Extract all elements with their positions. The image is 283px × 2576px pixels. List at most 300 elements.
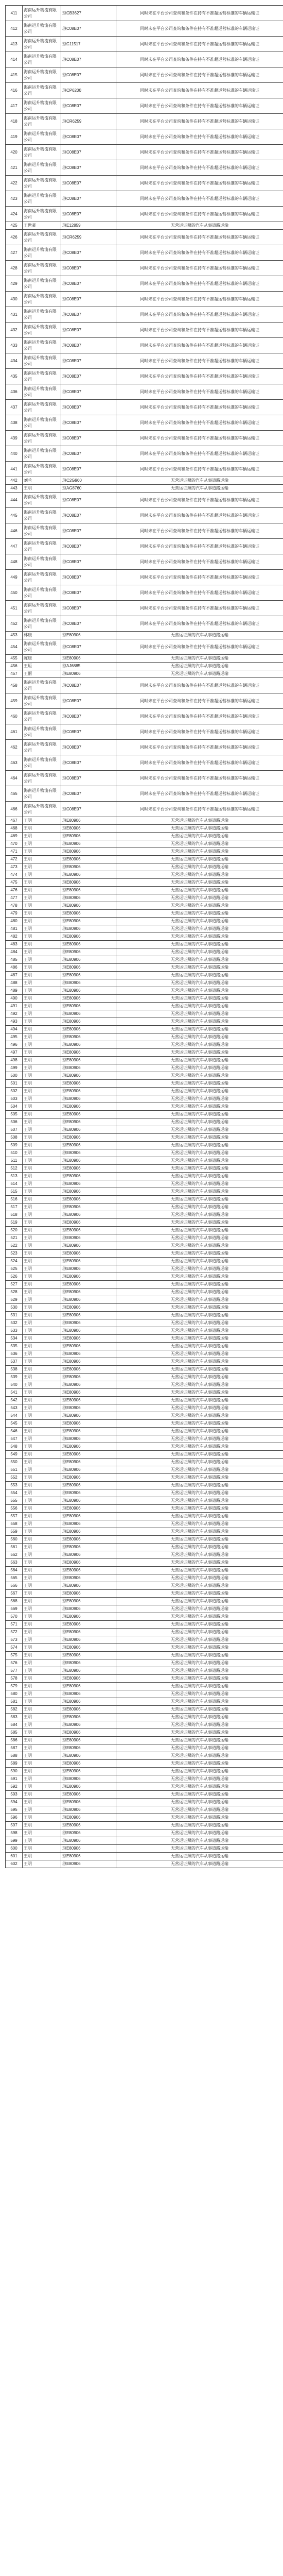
vehicle-plate: 琼E80906	[61, 1799, 116, 1806]
party-name: 王明	[23, 1165, 61, 1173]
table-row	[6, 415, 283, 431]
party-name: 海南运升物流有限公司	[23, 353, 61, 369]
table-row	[6, 1605, 283, 1613]
vehicle-plate: 琼E80906	[61, 894, 116, 902]
table-row	[6, 493, 283, 508]
vehicle-plate: 琼E80906	[61, 1103, 116, 1111]
party-name: 海南运升物流有限公司	[23, 724, 61, 740]
violation-reason: 无营运证照的汽车从事道路运输	[116, 1374, 283, 1381]
table-row	[6, 1142, 283, 1149]
row-number: 528	[6, 1289, 23, 1296]
vehicle-plate: 琼E12859	[61, 222, 116, 230]
vehicle-plate: 琼E80906	[61, 1598, 116, 1605]
violation-reason: 无营运证照的汽车从事道路运输	[116, 1219, 283, 1227]
vehicle-plate: 琼C08E07	[61, 323, 116, 338]
violation-reason: 同时未在平台公司查询和条件在持有不准超运营标准的车辆运输证	[116, 570, 283, 585]
row-number: 568	[6, 1598, 23, 1605]
party-name: 王明	[23, 1289, 61, 1296]
table-row	[6, 771, 283, 786]
vehicle-plate: 琼E80906	[61, 1366, 116, 1374]
table-row	[6, 1482, 283, 1489]
vehicle-plate: 琼E80906	[61, 1744, 116, 1752]
party-name: 海南运升物流有限公司	[23, 585, 61, 601]
row-number: 471	[6, 848, 23, 856]
row-number: 590	[6, 1768, 23, 1775]
party-name: 王明	[23, 1721, 61, 1729]
violation-reason: 无营运证照的汽车从事道路运输	[116, 1319, 283, 1327]
table-row	[6, 1234, 283, 1242]
violation-reason: 无营运证照的汽车从事道路运输	[116, 1752, 283, 1760]
table-row	[6, 1111, 283, 1118]
party-name: 王明	[23, 879, 61, 887]
violation-reason: 无营运证照的汽车从事道路运输	[116, 1196, 283, 1204]
table-row	[6, 1814, 283, 1822]
violation-reason: 无营运证照的汽车从事道路运输	[116, 1126, 283, 1134]
table-row	[6, 655, 283, 663]
violation-reason: 无营运证照的汽车从事道路运输	[116, 948, 283, 956]
violation-reason: 无营运证照的汽车从事道路运输	[116, 833, 283, 840]
violation-reason: 无营运证照的汽车从事道路运输	[116, 1845, 283, 1853]
row-number: 577	[6, 1667, 23, 1675]
violation-reason: 同时未在平台公司查询和条件在持有不准超运营标准的车辆运输证	[116, 21, 283, 37]
party-name: 王明	[23, 1806, 61, 1814]
violation-reason: 无营运证照的汽车从事道路运输	[116, 1242, 283, 1250]
violation-reason: 无营运证照的汽车从事道路运输	[116, 1482, 283, 1489]
row-number: 417	[6, 98, 23, 114]
vehicle-plate: 琼E80906	[61, 1049, 116, 1057]
party-name: 王明	[23, 1420, 61, 1428]
row-number: 554	[6, 1489, 23, 1497]
violation-reason: 无营运证照的汽车从事道路运输	[116, 1304, 283, 1312]
party-name: 王明	[23, 1126, 61, 1134]
table-row	[6, 1822, 283, 1829]
vehicle-plate: 琼C08E07	[61, 353, 116, 369]
penalty-table	[5, 5, 283, 1868]
violation-reason: 无营运证照的汽车从事道路运输	[116, 1412, 283, 1420]
party-name: 王明	[23, 1389, 61, 1397]
violation-reason: 同时未在平台公司查询和条件在持有不准超运营标准的车辆运输证	[116, 338, 283, 353]
vehicle-plate: 琼E80906	[61, 1142, 116, 1149]
vehicle-plate: 琼E80906	[61, 1057, 116, 1064]
vehicle-plate: 琼E80906	[61, 1829, 116, 1837]
party-name: 王明	[23, 1374, 61, 1381]
violation-reason: 无营运证照的汽车从事道路运输	[116, 1806, 283, 1814]
vehicle-plate: 琼E80906	[61, 1559, 116, 1567]
vehicle-plate: 琼E80906	[61, 856, 116, 863]
violation-reason: 无营运证照的汽车从事道路运输	[116, 1204, 283, 1211]
row-number: 601	[6, 1853, 23, 1860]
vehicle-plate: 琼E80906	[61, 1335, 116, 1343]
party-name: 海南运升物流有限公司	[23, 261, 61, 276]
vehicle-plate: 琼E80906	[61, 910, 116, 918]
table-row	[6, 1173, 283, 1180]
party-name: 王明	[23, 856, 61, 863]
vehicle-plate: 琼C08E07	[61, 261, 116, 276]
party-name: 王明	[23, 918, 61, 925]
row-number: 498	[6, 1057, 23, 1064]
party-name: 王明	[23, 1250, 61, 1258]
table-row	[6, 972, 283, 979]
violation-reason: 无营运证照的汽车从事道路运输	[116, 1860, 283, 1868]
table-row	[6, 1837, 283, 1845]
vehicle-plate: 琼E80906	[61, 1474, 116, 1482]
row-number: 468	[6, 825, 23, 833]
row-number: 532	[6, 1319, 23, 1327]
row-number: 486	[6, 964, 23, 972]
vehicle-plate: 琼E80906	[61, 1768, 116, 1775]
table-row	[6, 755, 283, 771]
party-name: 海南运升物流有限公司	[23, 616, 61, 632]
party-name: 王明	[23, 1281, 61, 1289]
party-name: 陈康	[23, 655, 61, 663]
row-number: 556	[6, 1505, 23, 1513]
row-number: 442	[6, 477, 23, 485]
vehicle-plate: 琼C08E07	[61, 67, 116, 83]
violation-reason: 同时未在平台公司查询和条件在持有不准超运营标准的车辆运输证	[116, 207, 283, 222]
table-row	[6, 1026, 283, 1033]
table-row	[6, 570, 283, 585]
vehicle-plate: 琼AJ6885	[61, 663, 116, 670]
party-name: 海南运升物流有限公司	[23, 493, 61, 508]
party-name: 王明	[23, 1134, 61, 1142]
table-row	[6, 1860, 283, 1868]
row-number: 487	[6, 972, 23, 979]
table-row	[6, 1366, 283, 1374]
row-number: 449	[6, 570, 23, 585]
vehicle-plate: 琼E80906	[61, 1714, 116, 1721]
violation-reason: 同时未在平台公司查询和条件在持有不准超运营标准的车辆运输证	[116, 160, 283, 176]
vehicle-plate: 琼E80906	[61, 1721, 116, 1729]
row-number: 411	[6, 6, 23, 21]
table-row	[6, 1358, 283, 1366]
party-name: 王明	[23, 933, 61, 941]
table-row	[6, 477, 283, 485]
vehicle-plate: 琼E80906	[61, 1513, 116, 1520]
table-row	[6, 462, 283, 477]
violation-reason: 同时未在平台公司查询和条件在持有不准超运营标准的车辆运输证	[116, 585, 283, 601]
vehicle-plate: 琼E80906	[61, 1211, 116, 1219]
row-number: 520	[6, 1227, 23, 1234]
party-name: 王明	[23, 1768, 61, 1775]
party-name: 王明	[23, 1343, 61, 1350]
row-number: 591	[6, 1775, 23, 1783]
party-name: 王世豪	[23, 222, 61, 230]
row-number: 493	[6, 1018, 23, 1026]
violation-reason: 同时未在平台公司查询和条件在持有不准超运营标准的车辆运输证	[116, 678, 283, 693]
party-name: 王明	[23, 1837, 61, 1845]
row-number: 559	[6, 1528, 23, 1536]
party-name: 王明	[23, 1559, 61, 1567]
violation-reason: 无营运证照的汽车从事道路运输	[116, 1520, 283, 1528]
table-row	[6, 1335, 283, 1343]
table-row	[6, 98, 283, 114]
violation-reason: 无营运证照的汽车从事道路运输	[116, 848, 283, 856]
row-number: 418	[6, 114, 23, 129]
violation-reason: 无营运证照的汽车从事道路运输	[116, 1714, 283, 1721]
party-name: 王明	[23, 1173, 61, 1180]
table-row	[6, 840, 283, 848]
violation-reason: 无营运证照的汽车从事道路运输	[116, 1026, 283, 1033]
table-row	[6, 176, 283, 191]
vehicle-plate: 琼E80906	[61, 1652, 116, 1659]
table-row	[6, 1412, 283, 1420]
table-row	[6, 948, 283, 956]
party-name: 海南运升物流有限公司	[23, 160, 61, 176]
row-number: 557	[6, 1513, 23, 1520]
party-name: 海南运升物流有限公司	[23, 207, 61, 222]
table-row	[6, 1126, 283, 1134]
table-row	[6, 1064, 283, 1072]
row-number: 549	[6, 1451, 23, 1459]
row-number: 517	[6, 1204, 23, 1211]
violation-reason: 无营运证照的汽车从事道路运输	[116, 1397, 283, 1404]
party-name: 海南运升物流有限公司	[23, 415, 61, 431]
vehicle-plate: 琼E80906	[61, 1258, 116, 1265]
document-page	[5, 5, 278, 1868]
violation-reason: 无营运证照的汽车从事道路运输	[116, 485, 283, 493]
vehicle-plate: 琼E80906	[61, 887, 116, 894]
violation-reason: 无营运证照的汽车从事道路运输	[116, 887, 283, 894]
row-number: 424	[6, 207, 23, 222]
vehicle-plate: 琼C08E07	[61, 369, 116, 384]
violation-reason: 无营运证照的汽车从事道路运输	[116, 840, 283, 848]
party-name: 王烜	[23, 663, 61, 670]
vehicle-plate: 琼E80906	[61, 1296, 116, 1304]
table-row	[6, 523, 283, 539]
vehicle-plate: 琼E80906	[61, 1822, 116, 1829]
table-row	[6, 230, 283, 245]
party-name: 王明	[23, 485, 61, 493]
party-name: 王明	[23, 1644, 61, 1652]
violation-reason: 同时未在平台公司查询和条件在持有不准超运营标准的车辆运输证	[116, 353, 283, 369]
table-row	[6, 1536, 283, 1544]
table-row	[6, 539, 283, 554]
violation-reason: 无营运证照的汽车从事道路运输	[116, 1041, 283, 1049]
party-name: 王明	[23, 1381, 61, 1389]
row-number: 570	[6, 1613, 23, 1621]
row-number: 567	[6, 1590, 23, 1598]
violation-reason: 无营运证照的汽车从事道路运输	[116, 1853, 283, 1860]
violation-reason: 同时未在平台公司查询和条件在持有不准超运营标准的车辆运输证	[116, 276, 283, 292]
table-row	[6, 1582, 283, 1590]
violation-reason: 同时未在平台公司查询和条件在持有不准超运营标准的车辆运输证	[116, 145, 283, 160]
vehicle-plate: 琼C08E07	[61, 384, 116, 400]
row-number: 505	[6, 1111, 23, 1118]
table-row	[6, 323, 283, 338]
party-name: 王明	[23, 1752, 61, 1760]
vehicle-plate: 琼E80906	[61, 1327, 116, 1335]
violation-reason: 无营运证照的汽车从事道路运输	[116, 925, 283, 933]
vehicle-plate: 琼E80906	[61, 1582, 116, 1590]
row-number: 467	[6, 817, 23, 825]
violation-reason: 无营运证照的汽车从事道路运输	[116, 1003, 283, 1010]
party-name: 王明	[23, 825, 61, 833]
party-name: 王明	[23, 1675, 61, 1683]
vehicle-plate: 琼E80906	[61, 1041, 116, 1049]
table-row	[6, 1250, 283, 1258]
violation-reason: 无营运证照的汽车从事道路运输	[116, 1289, 283, 1296]
party-name: 海南运升物流有限公司	[23, 176, 61, 191]
party-name: 王明	[23, 1860, 61, 1868]
table-row	[6, 670, 283, 678]
violation-reason: 同时未在平台公司查询和条件在持有不准超运营标准的车辆运输证	[116, 755, 283, 771]
table-row	[6, 1149, 283, 1157]
party-name: 王明	[23, 1157, 61, 1165]
row-number: 593	[6, 1791, 23, 1799]
violation-reason: 同时未在平台公司查询和条件在持有不准超运营标准的车辆运输证	[116, 639, 283, 655]
party-name: 王明	[23, 1350, 61, 1358]
vehicle-plate: 琼E80906	[61, 655, 116, 663]
vehicle-plate: 琼E80906	[61, 1451, 116, 1459]
vehicle-plate: 琼C08E07	[61, 724, 116, 740]
violation-reason: 无营运证照的汽车从事道路运输	[116, 1675, 283, 1683]
party-name: 王明	[23, 1188, 61, 1196]
violation-reason: 无营运证照的汽车从事道路运输	[116, 1165, 283, 1173]
party-name: 王明	[23, 1829, 61, 1837]
party-name: 王明	[23, 1451, 61, 1459]
party-name: 海南运升物流有限公司	[23, 446, 61, 462]
violation-reason: 无营运证照的汽车从事道路运输	[116, 1822, 283, 1829]
vehicle-plate: 琼E80906	[61, 1312, 116, 1319]
vehicle-plate: 琼E80906	[61, 825, 116, 833]
violation-reason: 无营运证照的汽车从事道路运输	[116, 1652, 283, 1659]
table-row	[6, 887, 283, 894]
table-row	[6, 1088, 283, 1095]
row-number: 448	[6, 554, 23, 570]
vehicle-plate: 琼E80906	[61, 925, 116, 933]
row-number: 562	[6, 1551, 23, 1559]
row-number: 444	[6, 493, 23, 508]
vehicle-plate: 琼E80906	[61, 1783, 116, 1791]
party-name: 王明	[23, 1057, 61, 1064]
row-number: 462	[6, 740, 23, 755]
vehicle-plate: 琼E80906	[61, 1273, 116, 1281]
table-row	[6, 52, 283, 67]
party-name: 海南运升物流有限公司	[23, 67, 61, 83]
violation-reason: 无营运证照的汽车从事道路运输	[116, 1528, 283, 1536]
party-name: 王明	[23, 1196, 61, 1204]
violation-reason: 无营运证照的汽车从事道路运输	[116, 655, 283, 663]
table-row	[6, 6, 283, 21]
vehicle-plate: 琼E80906	[61, 995, 116, 1003]
vehicle-plate: 琼E80906	[61, 1551, 116, 1559]
party-name: 王明	[23, 1064, 61, 1072]
violation-reason: 同时未在平台公司查询和条件在持有不准超运营标准的车辆运输证	[116, 693, 283, 709]
violation-reason: 无营运证照的汽车从事道路运输	[116, 1644, 283, 1652]
table-row	[6, 1698, 283, 1706]
table-row	[6, 802, 283, 817]
vehicle-plate: 琼C08E07	[61, 145, 116, 160]
violation-reason: 无营运证照的汽车从事道路运输	[116, 1636, 283, 1644]
table-row	[6, 1180, 283, 1188]
table-row	[6, 918, 283, 925]
party-name: 海南运升物流有限公司	[23, 570, 61, 585]
row-number: 536	[6, 1350, 23, 1358]
violation-reason: 无营运证照的汽车从事道路运输	[116, 972, 283, 979]
party-name: 海南运升物流有限公司	[23, 740, 61, 755]
vehicle-plate: 琼C08E07	[61, 523, 116, 539]
table-row	[6, 1327, 283, 1335]
party-name: 王明	[23, 1003, 61, 1010]
violation-reason: 无营运证照的汽车从事道路运输	[116, 1404, 283, 1412]
table-row	[6, 145, 283, 160]
row-number: 596	[6, 1814, 23, 1822]
vehicle-plate: 琼C08E07	[61, 98, 116, 114]
violation-reason: 同时未在平台公司查询和条件在持有不准超运营标准的车辆运输证	[116, 98, 283, 114]
row-number: 535	[6, 1343, 23, 1350]
row-number: 421	[6, 160, 23, 176]
vehicle-plate: 琼E80906	[61, 902, 116, 910]
table-row	[6, 1435, 283, 1443]
table-row	[6, 1644, 283, 1652]
violation-reason: 无营运证照的汽车从事道路运输	[116, 1343, 283, 1350]
row-number: 433	[6, 338, 23, 353]
row-number: 506	[6, 1118, 23, 1126]
violation-reason: 同时未在平台公司查询和条件在持有不准超运营标准的车辆运输证	[116, 245, 283, 261]
violation-reason: 无营运证照的汽车从事道路运输	[116, 1095, 283, 1103]
table-row	[6, 964, 283, 972]
violation-reason: 无营运证照的汽车从事道路运输	[116, 1435, 283, 1443]
vehicle-plate: 琼E80906	[61, 1088, 116, 1095]
table-row	[6, 1505, 283, 1513]
table-row	[6, 1690, 283, 1698]
vehicle-plate: 琼E80906	[61, 1636, 116, 1644]
vehicle-plate: 琼E80906	[61, 840, 116, 848]
vehicle-plate: 琼E80906	[61, 1319, 116, 1327]
violation-reason: 无营运证照的汽车从事道路运输	[116, 1667, 283, 1675]
violation-reason: 无营运证照的汽车从事道路运输	[116, 1536, 283, 1544]
violation-reason: 无营运证照的汽车从事道路运输	[116, 1180, 283, 1188]
violation-reason: 无营运证照的汽车从事道路运输	[116, 1605, 283, 1613]
row-number: 457	[6, 670, 23, 678]
row-number: 481	[6, 925, 23, 933]
vehicle-plate: 琼C08E07	[61, 207, 116, 222]
vehicle-plate: 琼C08E07	[61, 160, 116, 176]
vehicle-plate: 琼E80906	[61, 1420, 116, 1428]
violation-reason: 无营运证照的汽车从事道路运输	[116, 1134, 283, 1142]
vehicle-plate: 琼E80906	[61, 1281, 116, 1289]
table-row	[6, 1667, 283, 1675]
table-row	[6, 1319, 283, 1327]
violation-reason: 同时未在平台公司查询和条件在持有不准超运营标准的车辆运输证	[116, 616, 283, 632]
row-number: 573	[6, 1636, 23, 1644]
row-number: 496	[6, 1041, 23, 1049]
vehicle-plate: 琼E80906	[61, 1304, 116, 1312]
vehicle-plate: 琼C08E07	[61, 639, 116, 655]
row-number: 469	[6, 833, 23, 840]
vehicle-plate: 琼E80906	[61, 863, 116, 871]
table-row	[6, 1737, 283, 1744]
table-row	[6, 1003, 283, 1010]
table-row	[6, 276, 283, 292]
table-row	[6, 1459, 283, 1466]
row-number: 452	[6, 616, 23, 632]
party-name: 王明	[23, 1853, 61, 1860]
party-name: 王明	[23, 1744, 61, 1752]
violation-reason: 无营运证照的汽车从事道路运输	[116, 1598, 283, 1605]
party-name: 王明	[23, 1033, 61, 1041]
table-row	[6, 1188, 283, 1196]
vehicle-plate: 琼C08E07	[61, 21, 116, 37]
party-name: 王明	[23, 1304, 61, 1312]
violation-reason: 无营运证照的汽车从事道路运输	[116, 910, 283, 918]
violation-reason: 无营运证照的汽车从事道路运输	[116, 1088, 283, 1095]
party-name: 王明	[23, 1428, 61, 1435]
table-row	[6, 956, 283, 964]
vehicle-plate: 琼E80906	[61, 670, 116, 678]
row-number: 414	[6, 52, 23, 67]
row-number: 482	[6, 933, 23, 941]
